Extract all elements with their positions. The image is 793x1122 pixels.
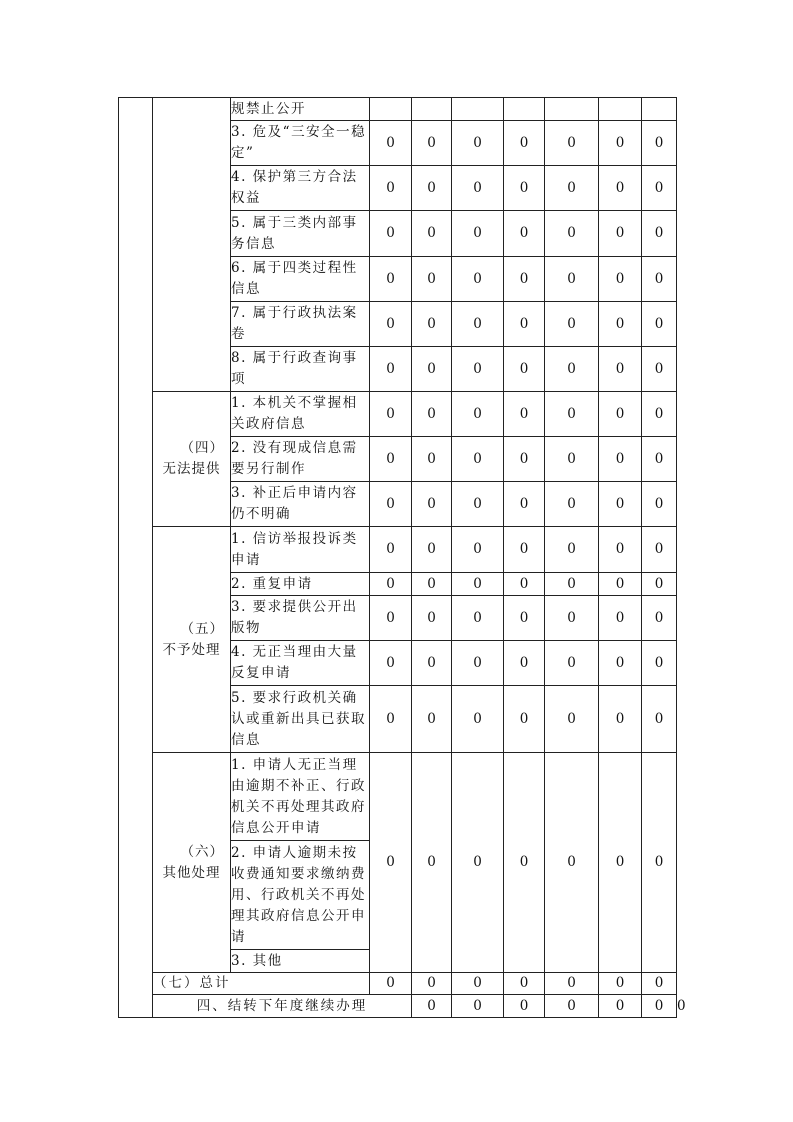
value-cell: 0 bbox=[545, 257, 599, 302]
value-cell: 0 bbox=[370, 211, 412, 257]
value-cell: 0 bbox=[545, 347, 599, 392]
value-cell: 0 bbox=[599, 257, 642, 302]
value-cell: 0 bbox=[412, 995, 452, 1018]
value-cell: 0 bbox=[545, 211, 599, 257]
value-cell: 0 bbox=[504, 753, 545, 973]
value-cell: 0 bbox=[545, 437, 599, 482]
value-cell: 0 bbox=[452, 347, 504, 392]
value-cell: 0 bbox=[599, 302, 642, 347]
value-cell: 0 bbox=[504, 392, 545, 437]
value-cell: 0 bbox=[642, 166, 677, 211]
row-description: 规禁止公开 bbox=[231, 98, 370, 121]
total-label: （七）总计 bbox=[153, 973, 370, 995]
value-cell: 0 bbox=[504, 347, 545, 392]
value-cell: 0 bbox=[370, 596, 412, 641]
value-cell: 0 bbox=[642, 482, 677, 527]
value-cell: 0 bbox=[370, 166, 412, 211]
row-description: 8. 属于行政查询事项 bbox=[231, 347, 370, 392]
value-cell: 0 bbox=[642, 527, 677, 573]
row-description: 5. 要求行政机关确认或重新出具已获取信息 bbox=[231, 686, 370, 753]
value-cell: 0 bbox=[642, 596, 677, 641]
value-cell: 0 bbox=[452, 257, 504, 302]
table-row bbox=[119, 98, 677, 121]
row-description: 4. 保护第三方合法权益 bbox=[231, 166, 370, 211]
value-cell: 0 bbox=[452, 211, 504, 257]
row-description: 3. 补正后申请内容仍不明确 bbox=[231, 482, 370, 527]
value-cell: 0 bbox=[642, 121, 677, 166]
value-cell: 0 bbox=[599, 482, 642, 527]
value-cell: 0 bbox=[545, 166, 599, 211]
table-row bbox=[119, 527, 677, 573]
category-title: 无法提供 bbox=[162, 461, 221, 477]
value-cell: 0 bbox=[370, 973, 412, 995]
value-cell: 0 bbox=[545, 753, 599, 973]
statistics-table bbox=[118, 97, 686, 1018]
value-cell: 0 bbox=[452, 392, 504, 437]
value-cell: 0 bbox=[504, 641, 545, 686]
value-cell: 0 bbox=[545, 302, 599, 347]
value-cell: 0 bbox=[370, 302, 412, 347]
table-row bbox=[119, 392, 677, 437]
value-cell: 0 bbox=[599, 995, 642, 1018]
value-cell: 0 bbox=[412, 211, 452, 257]
value-cell: 0 bbox=[642, 437, 677, 482]
category-cell bbox=[153, 527, 231, 753]
value-cell: 0 bbox=[642, 302, 677, 347]
value-cell: 0 bbox=[504, 995, 545, 1018]
value-cell: 0 bbox=[370, 686, 412, 753]
category-cell bbox=[153, 753, 231, 973]
value-cell: 0 bbox=[504, 596, 545, 641]
row-description: 5. 属于三类内部事务信息 bbox=[231, 211, 370, 257]
value-cell: 0 bbox=[452, 302, 504, 347]
value-cell: 0 bbox=[370, 347, 412, 392]
value-cell: 0 bbox=[599, 211, 642, 257]
value-cell: 0 bbox=[452, 973, 504, 995]
value-cell: 0 bbox=[504, 482, 545, 527]
value-cell: 0 bbox=[412, 347, 452, 392]
value-cell: 0 bbox=[452, 686, 504, 753]
value-cell: 0 bbox=[504, 437, 545, 482]
row-description: 4. 无正当理由大量反复申请 bbox=[231, 641, 370, 686]
value-cell: 0 bbox=[599, 527, 642, 573]
value-cell: 0 bbox=[504, 166, 545, 211]
value-cell: 0 bbox=[545, 121, 599, 166]
category-title: 其他处理 bbox=[162, 864, 221, 881]
row-description: 3. 要求提供公开出版物 bbox=[231, 596, 370, 641]
carry-over-row: 四、结转下年度继续办理 0 0 0 0 0 0 0 bbox=[119, 995, 677, 1018]
value-cell: 0 bbox=[642, 973, 677, 995]
value-cell: 0 bbox=[370, 527, 412, 573]
row-description: 2. 申请人逾期未按收费通知要求缴纳费用、行政机关不再处理其政府信息公开申请 bbox=[231, 841, 370, 950]
value-cell: 0 bbox=[599, 121, 642, 166]
row-description: 1. 本机关不掌握相关政府信息 bbox=[231, 392, 370, 437]
value-cell: 0 bbox=[642, 573, 677, 596]
value-cell: 0 bbox=[412, 121, 452, 166]
category-cell-continued bbox=[153, 98, 231, 392]
value-cell: 0 bbox=[599, 596, 642, 641]
value-cell: 0 bbox=[599, 392, 642, 437]
value-cell: 0 bbox=[412, 573, 452, 596]
value-cell: 0 bbox=[412, 973, 452, 995]
value-cell: 0 bbox=[599, 973, 642, 995]
value-cell: 0 bbox=[642, 347, 677, 392]
value-cell: 0 bbox=[412, 596, 452, 641]
value-cell: 0 bbox=[545, 392, 599, 437]
value-cell: 0 bbox=[599, 437, 642, 482]
value-cell: 0 bbox=[504, 121, 545, 166]
row-description: 7. 属于行政执法案卷 bbox=[231, 302, 370, 347]
category-title: 不予处理 bbox=[162, 641, 221, 658]
value-cell: 0 bbox=[452, 995, 504, 1018]
value-cell: 0 bbox=[452, 596, 504, 641]
value-cell: 0 bbox=[412, 686, 452, 753]
value-cell: 0 bbox=[599, 753, 642, 973]
category-number: （六） bbox=[180, 843, 224, 860]
value-cell: 0 bbox=[412, 302, 452, 347]
table-row bbox=[119, 753, 677, 841]
value-cell: 0 bbox=[599, 347, 642, 392]
row-description: 2. 重复申请 bbox=[231, 573, 370, 596]
value-cell: 0 bbox=[642, 995, 677, 1018]
value-cell: 0 bbox=[642, 641, 677, 686]
row-description: 3. 其他 bbox=[231, 950, 370, 973]
value-cell: 0 bbox=[370, 257, 412, 302]
value-cell: 0 bbox=[504, 973, 545, 995]
outer-left-cell bbox=[119, 98, 153, 1018]
value-cell: 0 bbox=[642, 211, 677, 257]
value-cell: 0 bbox=[504, 686, 545, 753]
value-cell: 0 bbox=[412, 166, 452, 211]
value-cell: 0 bbox=[642, 257, 677, 302]
value-cell: 0 bbox=[370, 482, 412, 527]
category-cell bbox=[153, 392, 231, 527]
value-cell: 0 bbox=[370, 753, 412, 973]
value-cell: 0 bbox=[452, 573, 504, 596]
row-description: 6. 属于四类过程性信息 bbox=[231, 257, 370, 302]
value-cell: 0 bbox=[452, 753, 504, 973]
value-cell: 0 bbox=[412, 437, 452, 482]
value-cell: 0 bbox=[642, 753, 677, 973]
value-cell: 0 bbox=[545, 527, 599, 573]
value-cell: 0 bbox=[370, 437, 412, 482]
value-cell: 0 bbox=[452, 527, 504, 573]
value-cell: 0 bbox=[504, 302, 545, 347]
row-description: 3. 危及“三安全一稳定” bbox=[231, 121, 370, 166]
value-cell: 0 bbox=[370, 573, 412, 596]
value-cell: 0 bbox=[545, 973, 599, 995]
row-description: 1. 申请人无正当理由逾期不补正、行政机关不再处理其政府信息公开申请 bbox=[231, 753, 370, 841]
value-cell: 0 bbox=[452, 166, 504, 211]
category-number: （五） bbox=[180, 620, 224, 637]
value-cell: 0 bbox=[545, 995, 599, 1018]
value-cell: 0 bbox=[504, 211, 545, 257]
value-cell: 0 bbox=[599, 166, 642, 211]
value-cell: 0 bbox=[412, 527, 452, 573]
value-cell: 0 bbox=[599, 686, 642, 753]
category-number: （四） bbox=[180, 440, 224, 456]
value-cell: 0 bbox=[545, 573, 599, 596]
value-cell: 0 bbox=[545, 686, 599, 753]
value-cell: 0 bbox=[452, 482, 504, 527]
value-cell: 0 bbox=[504, 257, 545, 302]
value-cell: 0 bbox=[412, 753, 452, 973]
value-cell: 0 bbox=[452, 437, 504, 482]
value-cell: 0 bbox=[545, 641, 599, 686]
value-cell: 0 bbox=[370, 121, 412, 166]
value-cell: 0 bbox=[452, 641, 504, 686]
value-cell: 0 bbox=[599, 641, 642, 686]
total-row bbox=[119, 973, 677, 995]
value-cell: 0 bbox=[370, 392, 412, 437]
value-cell: 0 bbox=[412, 392, 452, 437]
value-cell: 0 bbox=[412, 257, 452, 302]
value-cell: 0 bbox=[642, 686, 677, 753]
value-cell: 0 bbox=[412, 641, 452, 686]
value-cell: 0 bbox=[545, 482, 599, 527]
value-cell: 0 bbox=[599, 573, 642, 596]
value-cell: 0 bbox=[370, 641, 412, 686]
value-cell: 0 bbox=[504, 573, 545, 596]
value-cell: 0 bbox=[412, 482, 452, 527]
value-cell: 0 bbox=[642, 392, 677, 437]
value-cell: 0 bbox=[504, 527, 545, 573]
row-description: 1. 信访举报投诉类申请 bbox=[231, 527, 370, 573]
carry-over-label: 四、结转下年度继续办理 bbox=[153, 995, 412, 1018]
value-cell: 0 bbox=[452, 121, 504, 166]
value-cell: 0 bbox=[545, 596, 599, 641]
row-description: 2. 没有现成信息需要另行制作 bbox=[231, 437, 370, 482]
